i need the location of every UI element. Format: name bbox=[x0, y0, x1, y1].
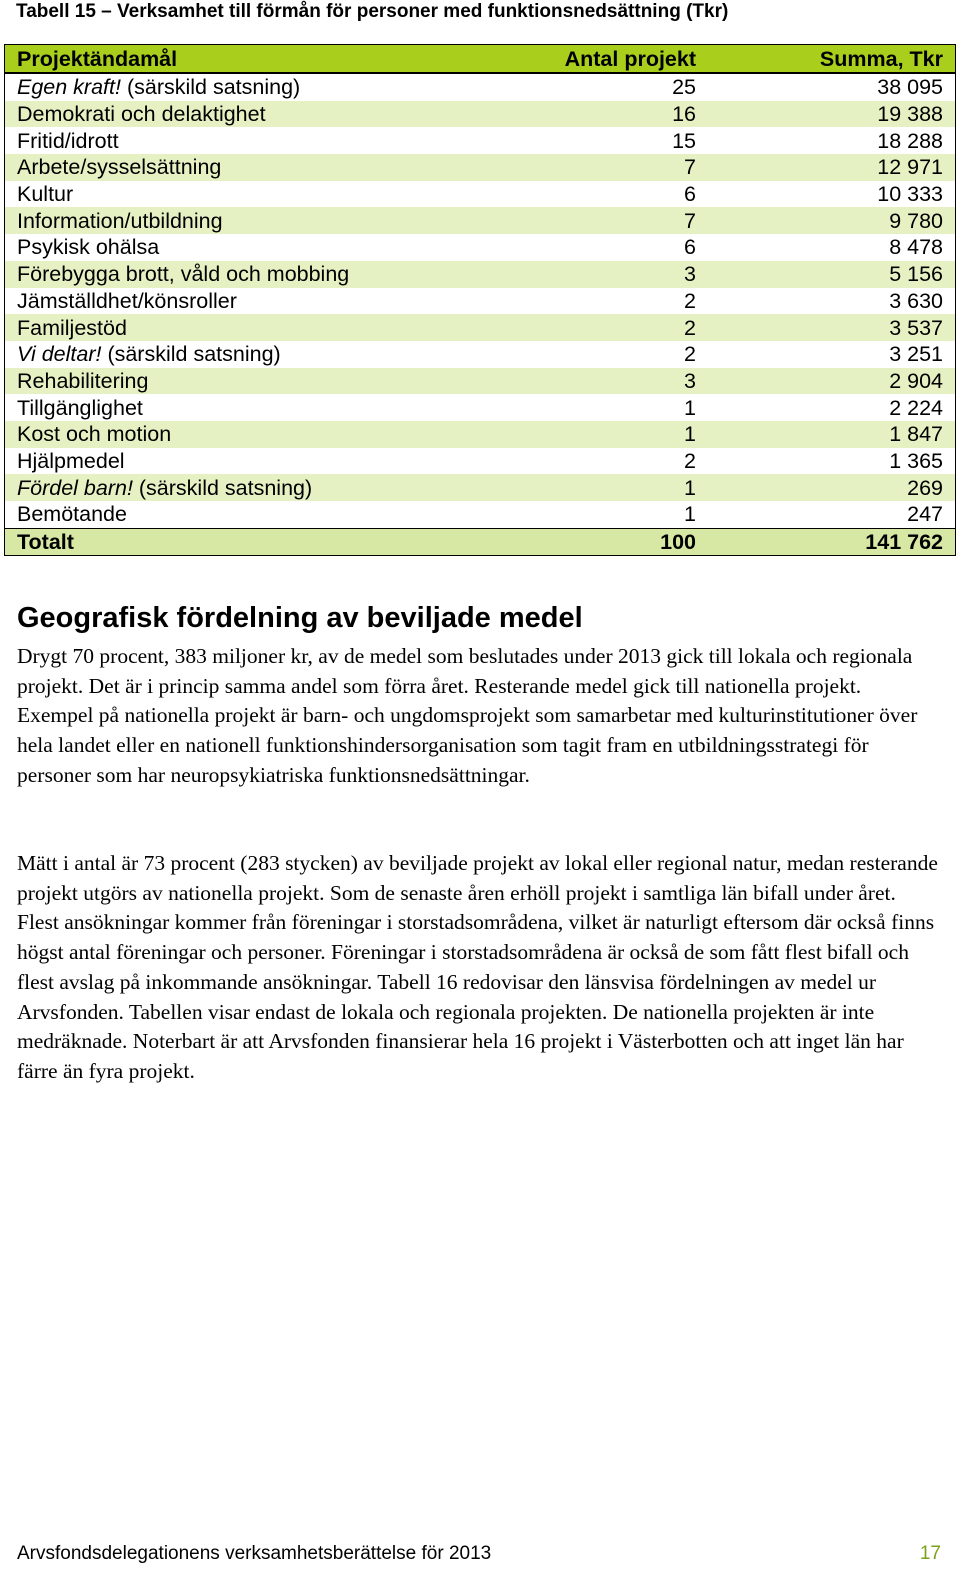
row-purpose-label: Psykisk ohälsa bbox=[17, 235, 160, 260]
row-purpose bbox=[5, 154, 500, 181]
table-row bbox=[5, 234, 956, 261]
column-header-count: Antal projekt bbox=[499, 45, 708, 74]
row-count: 6 bbox=[499, 234, 708, 261]
row-purpose bbox=[5, 181, 500, 208]
row-purpose bbox=[5, 394, 500, 421]
column-header-sum: Summa, Tkr bbox=[708, 45, 956, 74]
row-count: 1 bbox=[499, 421, 708, 448]
row-purpose bbox=[5, 234, 500, 261]
row-purpose-label: Jämställdhet/könsroller bbox=[17, 288, 237, 313]
row-count: 25 bbox=[499, 73, 708, 101]
row-sum: 5 156 bbox=[708, 261, 956, 288]
row-purpose-label: Information/utbildning bbox=[17, 208, 223, 233]
row-count: 2 bbox=[499, 288, 708, 315]
row-sum: 3 251 bbox=[708, 341, 956, 368]
footer-title: Arvsfondsdelegationens verksamhetsberättelse för 2013 bbox=[17, 1543, 492, 1564]
row-count: 16 bbox=[499, 101, 708, 128]
row-count: 2 bbox=[499, 314, 708, 341]
total-count: 100 bbox=[499, 528, 708, 556]
row-purpose-italic: Vi deltar! bbox=[17, 342, 102, 367]
row-count: 15 bbox=[499, 127, 708, 154]
section-heading: Geografisk fördelning av beviljade medel bbox=[17, 602, 583, 634]
row-purpose-label: Kultur bbox=[17, 182, 74, 207]
row-sum: 18 288 bbox=[708, 127, 956, 154]
table-header-row bbox=[5, 45, 956, 74]
row-purpose-label: Kost och motion bbox=[17, 422, 172, 447]
table-caption: Tabell 15 – Verksamhet till förmån för personer med funktionsnedsättning (Tkr) bbox=[16, 1, 729, 22]
row-count: 7 bbox=[499, 207, 708, 234]
row-purpose bbox=[5, 314, 500, 341]
row-purpose-italic: Egen kraft! bbox=[17, 75, 121, 100]
row-purpose-label: (särskild satsning) bbox=[120, 75, 301, 100]
row-count: 2 bbox=[499, 341, 708, 368]
row-purpose-label: Förebygga brott, våld och mobbing bbox=[17, 262, 350, 287]
paragraph-1: Drygt 70 procent, 383 miljoner kr, av de medel som beslutades under 2013 gick till lokala och regionala projekt. Det är i princip samma andel som förra året. Resterande medel gick till nationella projekt. Exempel på nationella projekt är barn- och ungdomsprojekt som samarbetar med kulturinstitutioner över hela landet eller en nationell funktionshindersorganisation som tagit fram en utbildningsstrategi för personer som har neuropsykiatriska funktionsnedsättningar. bbox=[17, 644, 918, 787]
row-purpose-label: Tillgänglighet bbox=[17, 395, 143, 420]
row-sum: 3 537 bbox=[708, 314, 956, 341]
row-count: 1 bbox=[499, 474, 708, 501]
row-sum: 8 478 bbox=[708, 234, 956, 261]
row-purpose-label: Arbete/sysselsättning bbox=[17, 155, 222, 180]
row-purpose bbox=[5, 448, 500, 475]
row-purpose-label: Bemötande bbox=[17, 502, 127, 527]
table-row bbox=[5, 448, 956, 475]
row-purpose-label: (särskild satsning) bbox=[101, 342, 281, 367]
row-purpose bbox=[5, 127, 500, 154]
row-sum: 2 224 bbox=[708, 394, 956, 421]
row-purpose-label: Fritid/idrott bbox=[17, 128, 119, 153]
row-count: 6 bbox=[499, 181, 708, 208]
row-purpose bbox=[5, 73, 500, 101]
row-purpose bbox=[5, 341, 500, 368]
page-number: 17 bbox=[919, 1543, 941, 1564]
row-purpose bbox=[5, 501, 500, 528]
row-sum: 269 bbox=[708, 474, 956, 501]
row-count: 7 bbox=[499, 154, 708, 181]
row-purpose bbox=[5, 421, 500, 448]
row-purpose bbox=[5, 474, 500, 501]
row-sum: 1 847 bbox=[708, 421, 956, 448]
table-row bbox=[5, 127, 956, 154]
row-sum: 38 095 bbox=[708, 73, 956, 101]
table-row bbox=[5, 207, 956, 234]
row-purpose-label: Familjestöd bbox=[17, 315, 127, 340]
table-row bbox=[5, 341, 956, 368]
total-label: Totalt bbox=[5, 528, 500, 556]
table-row bbox=[5, 314, 956, 341]
row-sum: 247 bbox=[708, 501, 956, 528]
row-purpose-label: Hjälpmedel bbox=[17, 448, 125, 473]
row-purpose-label: Demokrati och delaktighet bbox=[17, 102, 266, 127]
table-row bbox=[5, 154, 956, 181]
row-sum: 9 780 bbox=[708, 207, 956, 234]
row-count: 1 bbox=[499, 501, 708, 528]
row-sum: 12 971 bbox=[708, 154, 956, 181]
table-row bbox=[5, 474, 956, 501]
table-row bbox=[5, 288, 956, 315]
row-purpose-label: (särskild satsning) bbox=[132, 475, 313, 500]
project-purpose-table bbox=[4, 44, 956, 556]
row-sum: 19 388 bbox=[708, 101, 956, 128]
table-row bbox=[5, 73, 956, 101]
row-purpose-italic: Fördel barn! bbox=[17, 475, 133, 500]
table-row bbox=[5, 421, 956, 448]
row-sum: 2 904 bbox=[708, 368, 956, 395]
row-purpose bbox=[5, 261, 500, 288]
table-body bbox=[5, 73, 956, 528]
row-purpose bbox=[5, 101, 500, 128]
row-count: 3 bbox=[499, 261, 708, 288]
row-sum: 1 365 bbox=[708, 448, 956, 475]
table-row bbox=[5, 261, 956, 288]
row-count: 1 bbox=[499, 394, 708, 421]
column-header-purpose: Projektändamål bbox=[5, 45, 500, 74]
table-row bbox=[5, 501, 956, 528]
row-purpose bbox=[5, 368, 500, 395]
table-row bbox=[5, 181, 956, 208]
row-purpose bbox=[5, 288, 500, 315]
row-purpose-label: Rehabilitering bbox=[17, 368, 149, 393]
total-sum: 141 762 bbox=[708, 528, 956, 556]
table-row bbox=[5, 368, 956, 395]
row-purpose bbox=[5, 207, 500, 234]
paragraph-2: Mätt i antal är 73 procent (283 stycken) av beviljade projekt av lokal eller regional natur, medan resterande projekt utgörs av nationella projekt. Som de senaste åren erhöll projekt i samtliga län bifall under året. Flest ansökningar kommer från föreningar i storstadsområdena, vilket är naturligt eftersom där också finns högst antal föreningar och personer. Föreningar i storstadsområdena är också de som fått flest bifall och flest avslag på inkommande ansökningar. Tabell 16 redovisar den länsvisa fördelningen av medel ur Arvsfonden. Tabellen visar endast de lokala och regionala projekten. De nationella projekten är inte medräknade. Noterbart är att Arvsfonden finansierar hela 16 projekt i Västerbotten och att inget län har färre än fyra projekt. bbox=[17, 851, 938, 1083]
table-row bbox=[5, 394, 956, 421]
row-count: 3 bbox=[499, 368, 708, 395]
table-total-row bbox=[5, 528, 956, 556]
row-sum: 10 333 bbox=[708, 181, 956, 208]
row-sum: 3 630 bbox=[708, 288, 956, 315]
table-row bbox=[5, 101, 956, 128]
row-count: 2 bbox=[499, 448, 708, 475]
